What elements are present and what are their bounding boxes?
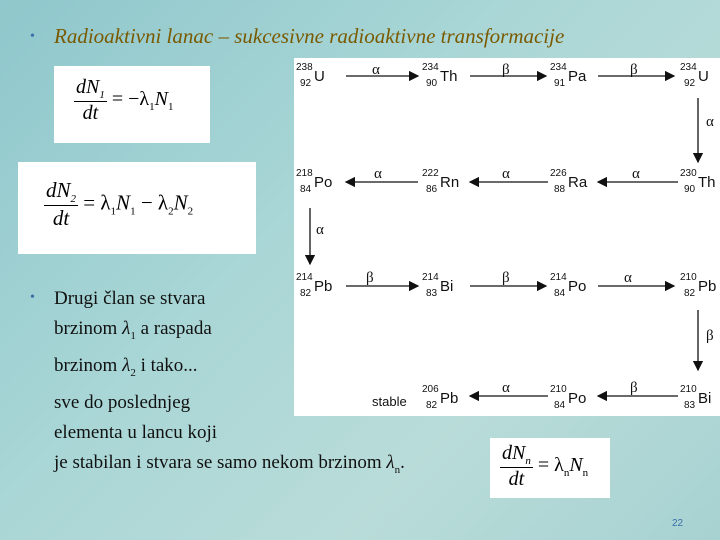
body-line-2: brzinom $\lambda_1$ a raspada (54, 318, 212, 342)
page-number: 22 (672, 518, 684, 529)
label-alpha-3: α (502, 166, 510, 182)
label-beta-1: β (502, 62, 510, 78)
equation-n-box (490, 438, 610, 498)
label-alpha-2: α (374, 166, 382, 182)
label-alpha-down-2: α (316, 222, 324, 238)
equation-1: $\frac{dN_1}{dt}$ = $-\lambda_1N_1$ (76, 76, 174, 124)
label-alpha-6: α (502, 380, 510, 396)
equation-2-box (18, 162, 256, 254)
title-bullet: • (30, 29, 35, 44)
label-beta-3: β (366, 270, 374, 286)
label-alpha-down-1: α (706, 114, 714, 130)
body-line-4: sve do poslednjeg (54, 391, 191, 413)
body-text (54, 284, 405, 484)
label-beta-4: β (502, 270, 510, 286)
body-bullet: • (30, 290, 35, 305)
equation-1-box (54, 66, 210, 143)
equation-n: $\frac{dN_n}{dt}$ = $\lambda_nN_n$ (502, 442, 589, 490)
label-beta-down-3: β (706, 328, 714, 344)
stable-label: stable (372, 394, 407, 409)
label-beta-5: β (630, 380, 638, 396)
body-line-5: elementa u lancu koji (54, 421, 218, 443)
label-beta-2: β (630, 62, 638, 78)
body-line-1: Drugi član se stvara (54, 288, 206, 309)
label-alpha-4: α (632, 166, 640, 182)
decay-chain-panel: 238 92 U 234 90 Th 234 91 Pa 234 92 U α β β α 218 84 Po 222 86 Rn 226 88 Ra 230 90 Th α α α α 214 82 Pb 214 83 Bi 214 84 Po 210 82 Pb β β α β stable 206 82 Pb 210 84 Po 210 83 Bi α β (294, 58, 720, 416)
body-line-6: je stabilan i stvara se samo nekom brzinom $\lambda_n$. (54, 451, 405, 476)
body-line-3: brzinom $\lambda_2$ i tako... (54, 354, 198, 379)
slide-title: Radioaktivni lanac – sukcesivne radioaktivne transformacije (54, 24, 565, 48)
label-alpha-5: α (624, 270, 632, 286)
label-alpha-1: α (372, 62, 380, 78)
equation-2: $\frac{dN_2}{dt}$ = $\lambda_1N_1 - \lambda_2N_2$ (46, 178, 194, 231)
